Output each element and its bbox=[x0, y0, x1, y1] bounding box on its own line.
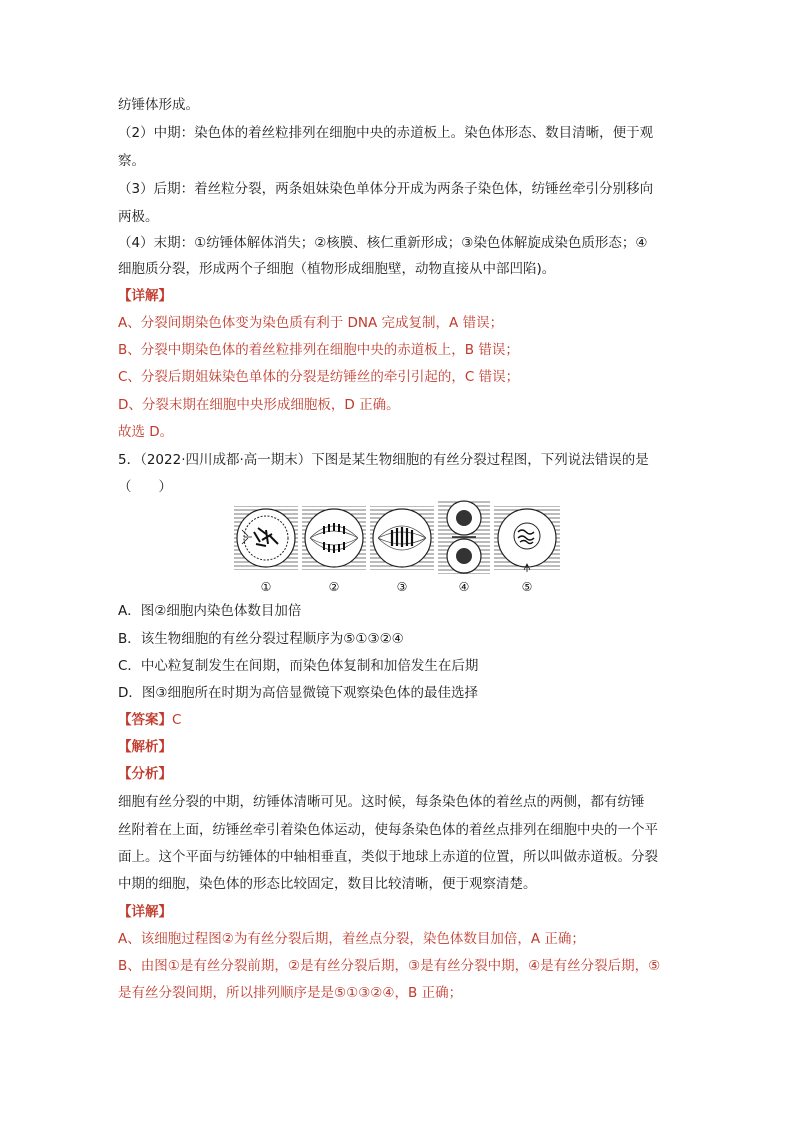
question-stem: 5．（2022·四川成都·高一期末）下图是某生物细胞的有丝分裂过程图，下列说法错误的是 bbox=[118, 452, 649, 468]
answer-line bbox=[118, 711, 688, 729]
cell-telophase-image bbox=[438, 500, 490, 574]
text-line: 纺锤体形成。 bbox=[118, 97, 199, 113]
text-line: （4）末期：①纺锤体解体消失；②核膜、核仁重新形成；③染色体解旋成染色质形态；④ bbox=[118, 235, 648, 251]
figure-label-5: ⑤ bbox=[521, 580, 533, 594]
cell-metaphase-image bbox=[370, 506, 434, 570]
section-header-detail-2: 【详解】 bbox=[118, 904, 172, 920]
section-header-analysis: 【解析】 bbox=[118, 739, 172, 755]
answer-label: 【答案】 bbox=[118, 712, 172, 728]
explanation-line: 是有丝分裂间期，所以排列顺序是是⑤①③②④，B 正确； bbox=[118, 985, 463, 1001]
figure-label-2: ② bbox=[328, 580, 340, 594]
figure-label-1: ① bbox=[260, 580, 272, 594]
text-line: 细胞质分裂，形成两个子细胞（植物形成细胞壁，动物直接从中部凹陷)。 bbox=[118, 261, 556, 277]
explanation-line: 故选 D。 bbox=[118, 424, 174, 440]
option-c: C．中心粒复制发生在间期，而染色体复制和加倍发生在后期 bbox=[118, 658, 479, 674]
section-header-breakdown: 【分析】 bbox=[118, 766, 172, 782]
analysis-line: 细胞有丝分裂的中期，纺锤体清晰可见。这时候，每条染色体的着丝点的两侧，都有纺锤 bbox=[118, 794, 645, 810]
explanation-line: B、由图①是有丝分裂前期，②是有丝分裂后期，③是有丝分裂中期，④是有丝分裂后期，⑤ bbox=[118, 958, 661, 974]
explanation-line: D、分裂末期在细胞中央形成细胞板，D 正确。 bbox=[118, 397, 400, 413]
figure-label-4: ④ bbox=[458, 580, 470, 594]
cell-prophase-image bbox=[234, 506, 298, 570]
analysis-line: 面上。这个平面与纺锤体的中轴相垂直，类似于地球上赤道的位置，所以叫做赤道板。分裂 bbox=[118, 849, 658, 865]
option-b: B．该生物细胞的有丝分裂过程顺序为⑤①③②④ bbox=[118, 631, 404, 647]
text-line: 两极。 bbox=[118, 209, 159, 225]
option-d: D．图③细胞所在时期为高倍显微镜下观察染色体的最佳选择 bbox=[118, 685, 478, 701]
explanation-line: C、分裂后期姐妹染色单体的分裂是纺锤丝的牵引引起的，C 错误； bbox=[118, 369, 520, 385]
explanation-line: A、该细胞过程图②为有丝分裂后期，着丝点分裂，染色体数目加倍，A 正确； bbox=[118, 931, 585, 947]
figure-label-3: ③ bbox=[396, 580, 408, 594]
mitosis-figure bbox=[232, 500, 562, 594]
text-line: （2）中期：染色体的着丝粒排列在细胞中央的赤道板上。染色体形态、数目清晰，便于观 bbox=[118, 125, 654, 141]
analysis-line: 丝附着在上面，纺锤丝牵引着染色体运动，使每条染色体的着丝点排列在细胞中央的一个平 bbox=[118, 822, 658, 838]
option-a: A．图②细胞内染色体数目加倍 bbox=[118, 603, 302, 619]
text-line: 察。 bbox=[118, 153, 145, 169]
analysis-line: 中期的细胞，染色体的形态比较固定，数目比较清晰，便于观察清楚。 bbox=[118, 876, 537, 892]
cell-interphase-image bbox=[494, 506, 560, 572]
question-blank: （ ） bbox=[118, 479, 172, 495]
cell-anaphase-image bbox=[302, 506, 366, 570]
explanation-line: A、分裂间期染色体变为染色质有利于 DNA 完成复制，A 错误； bbox=[118, 315, 504, 331]
explanation-line: B、分裂中期染色体的着丝粒排列在细胞中央的赤道板上，B 错误； bbox=[118, 342, 519, 358]
answer-value: C bbox=[172, 712, 182, 728]
text-line: （3）后期：着丝粒分裂，两条姐妹染色单体分开成为两条子染色体，纺锤丝牵引分别移向 bbox=[118, 181, 654, 197]
section-header-detail: 【详解】 bbox=[118, 288, 172, 304]
